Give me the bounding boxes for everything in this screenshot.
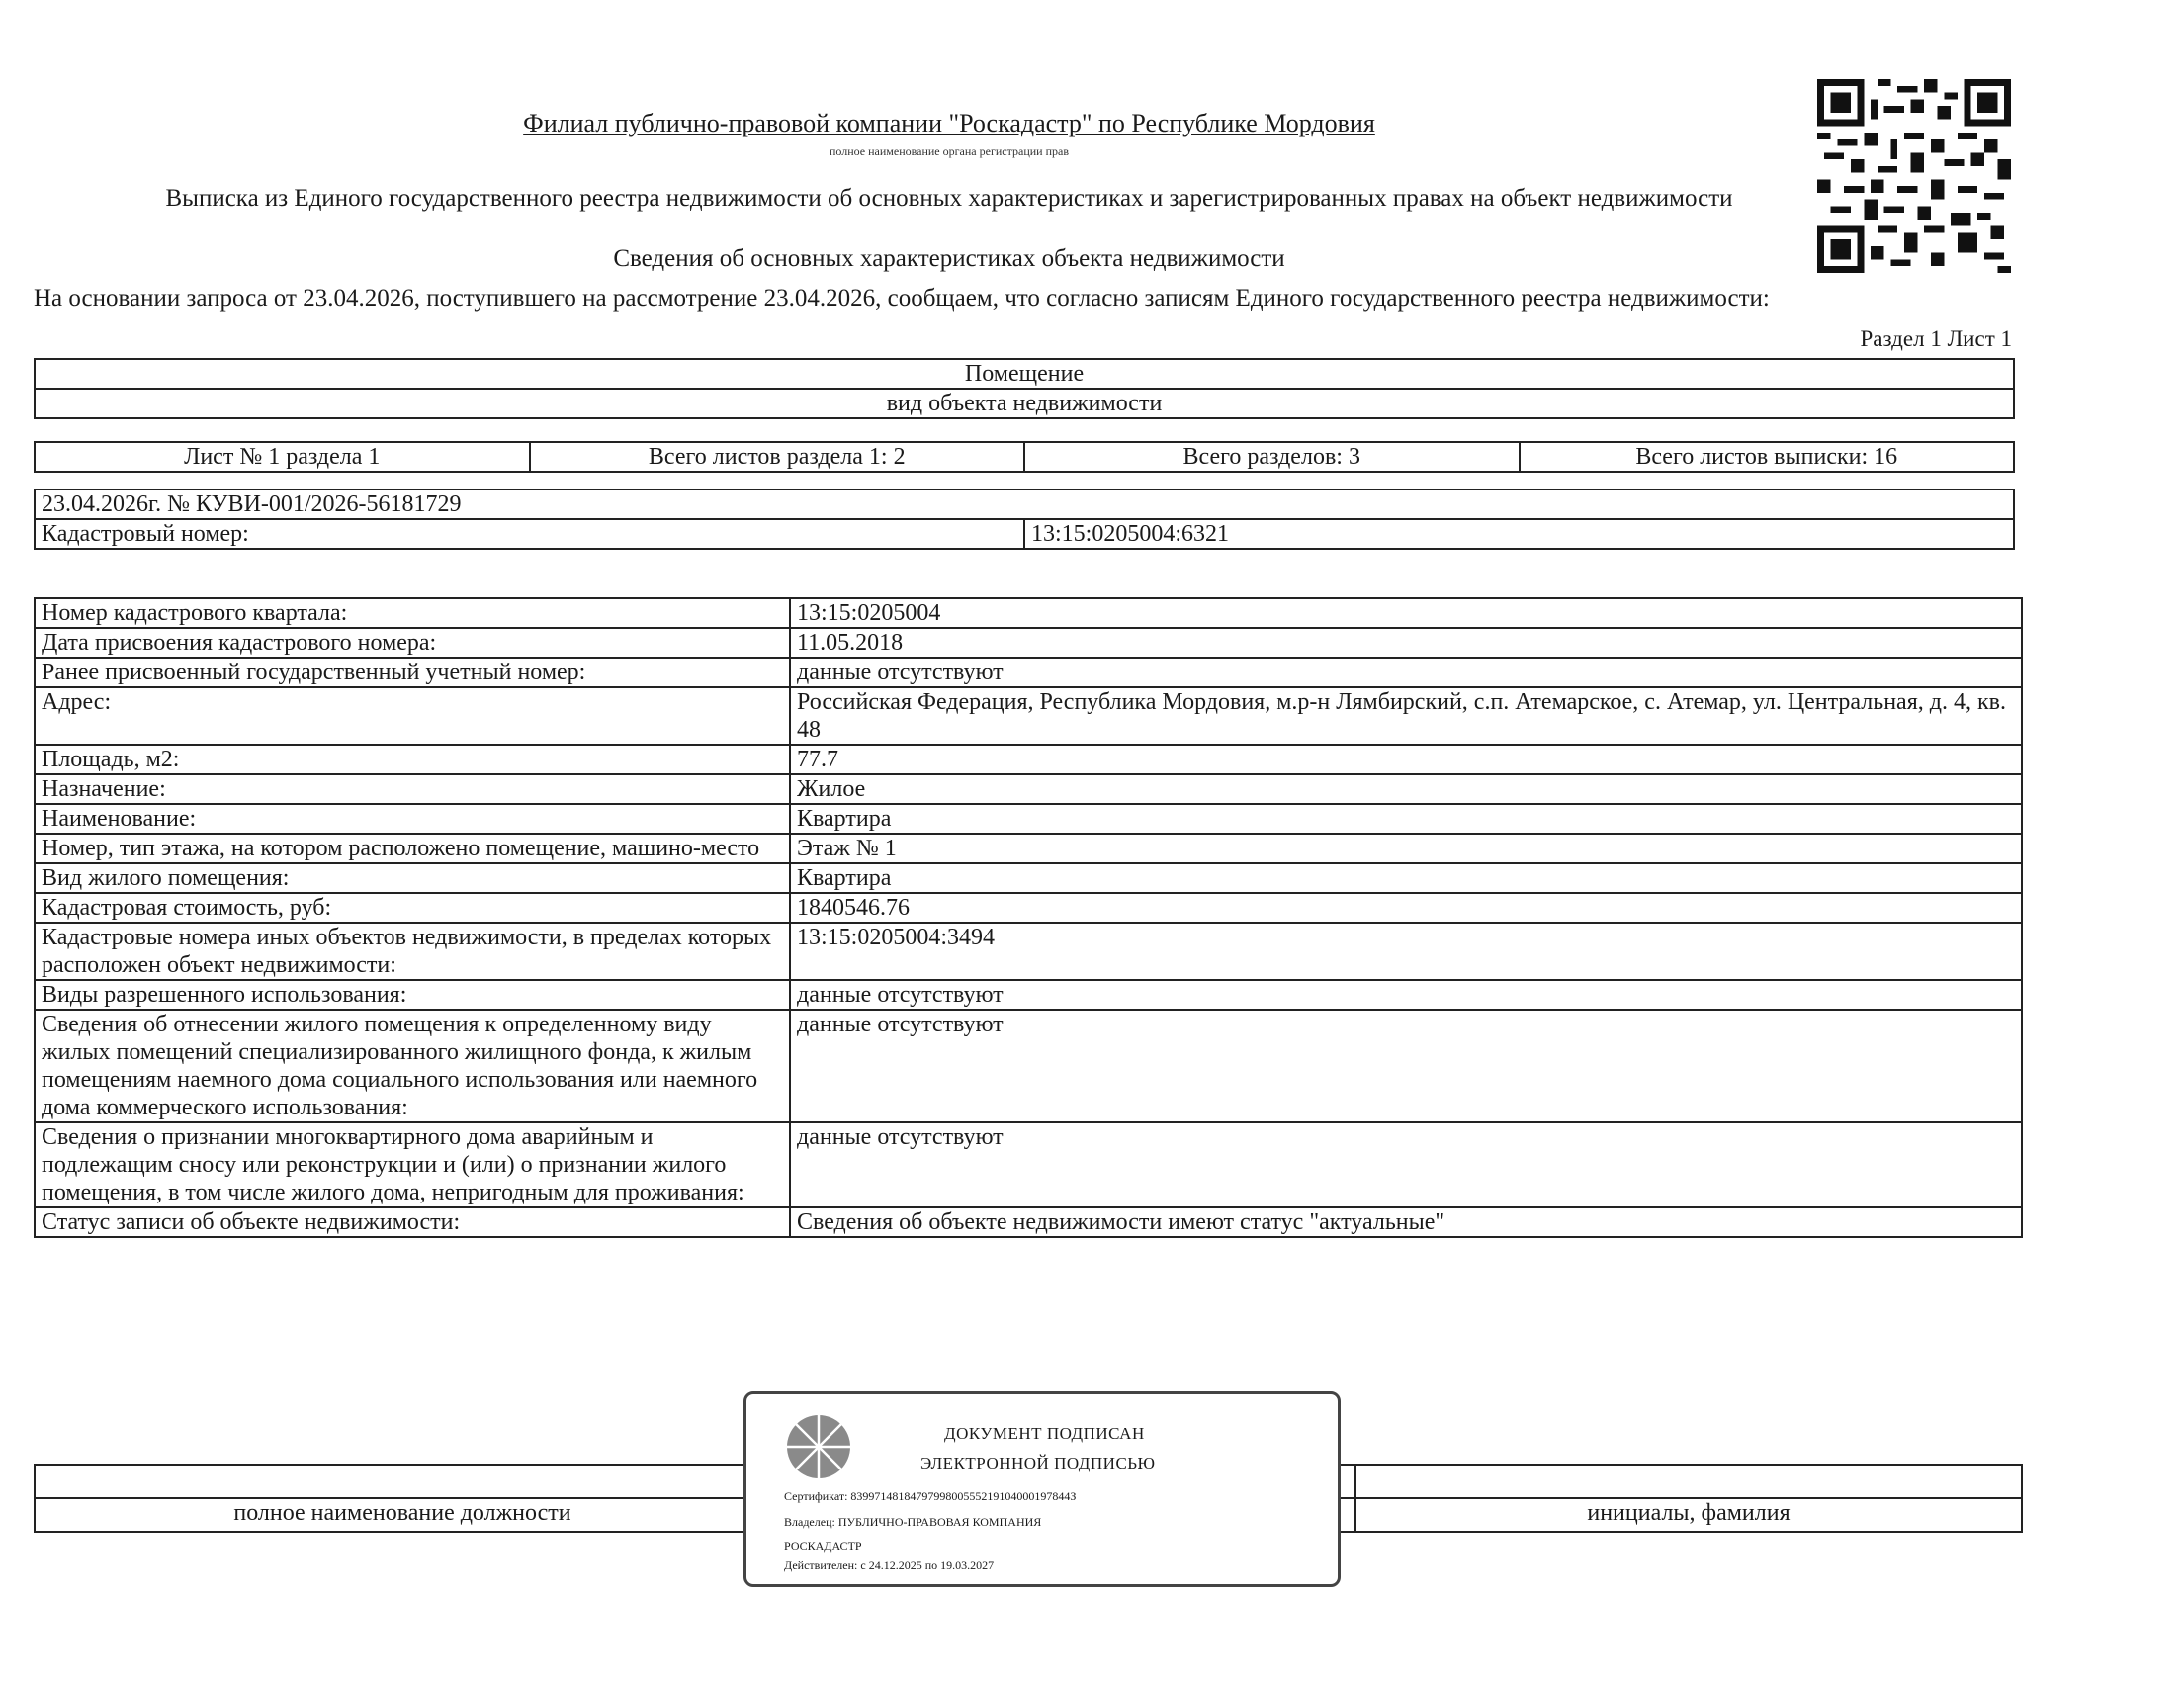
row-value: данные отсутствуют	[790, 980, 2022, 1010]
table-row	[35, 923, 2022, 980]
table-row	[35, 774, 2022, 804]
row-value: Квартира	[790, 804, 2022, 834]
row-label: Виды разрешенного использования:	[35, 980, 790, 1010]
table-row	[35, 804, 2022, 834]
row-label: Дата присвоения кадастрового номера:	[35, 628, 790, 658]
row-label: Сведения об отнесении жилого помещения к определенному виду жилых помещений специализированного жилищного фонда, к жилым помещениям наемного дома социального использования или наемного дома коммерческого использования:	[35, 1010, 790, 1122]
stamp-line-1: ДОКУМЕНТ ПОДПИСАН	[944, 1424, 1145, 1443]
extract-title: Выписка из Единого государственного реестра недвижимости об основных характеристиках и зарегистрированных правах на объект недвижимости	[165, 185, 1733, 212]
row-value: Жилое	[790, 774, 2022, 804]
row-label: Площадь, м2:	[35, 745, 790, 774]
row-label: Статус записи об объекте недвижимости:	[35, 1207, 790, 1237]
row-label: Сведения о признании многоквартирного дома аварийным и подлежащим сносу или реконструкции и (или) о признании жилого помещения, в том числе жилого дома, непригодным для проживания:	[35, 1122, 790, 1207]
table-row	[35, 893, 2022, 923]
object-type: Помещение	[35, 359, 2014, 389]
table-row	[35, 834, 2022, 863]
request-text: На основании запроса от 23.04.2026, поступившего на рассмотрение 23.04.2026, сообщаем, что согласно записям Единого государственного реестра недвижимости:	[34, 285, 1770, 312]
cadastral-number-value: 13:15:0205004:6321	[1024, 519, 2014, 549]
table-row	[35, 628, 2022, 658]
row-label: Кадастровые номера иных объектов недвижимости, в пределах которых расположен объект недвижимости:	[35, 923, 790, 980]
table-row	[35, 598, 2022, 628]
stamp-certificate: Сертификат: 8399714818479799800555219104000197844З	[784, 1489, 1077, 1503]
row-value: Российская Федерация, Республика Мордовия, м.р-н Лямбирский, с.п. Атемарское, с. Атемар, ул. Центральная, д. 4, кв. 48	[790, 687, 2022, 745]
row-value: данные отсутствуют	[790, 658, 2022, 687]
table-row	[35, 980, 2022, 1010]
row-label: Вид жилого помещения:	[35, 863, 790, 893]
table-row	[35, 1207, 2022, 1237]
row-value: данные отсутствуют	[790, 1010, 2022, 1122]
table-row	[35, 687, 2022, 745]
table-row	[35, 658, 2022, 687]
row-label: Кадастровая стоимость, руб:	[35, 893, 790, 923]
row-label: Адрес:	[35, 687, 790, 745]
row-label: Номер, тип этажа, на котором расположено помещение, машино-место	[35, 834, 790, 863]
record-table	[34, 489, 2015, 550]
roskadastr-logo-icon	[784, 1412, 853, 1481]
row-value: Этаж № 1	[790, 834, 2022, 863]
row-label: Наименование:	[35, 804, 790, 834]
row-label: Номер кадастрового квартала:	[35, 598, 790, 628]
table-row	[35, 863, 2022, 893]
table-row	[35, 1010, 2022, 1122]
row-value: 1840546.76	[790, 893, 2022, 923]
total-extract-sheets: Всего листов выписки: 16	[1520, 442, 2015, 472]
stamp-line-2: ЭЛЕКТРОННОЙ ПОДПИСЬЮ	[920, 1454, 1156, 1472]
electronic-signature-stamp	[743, 1391, 1341, 1587]
sheet-reference: Раздел 1 Лист 1	[1860, 326, 2012, 351]
cadastral-number-label: Кадастровый номер:	[35, 519, 1024, 549]
record-date-number: 23.04.2026г. № КУВИ-001/2026-56181729	[35, 490, 2014, 519]
row-value: 77.7	[790, 745, 2022, 774]
section-title: Сведения об основных характеристиках объекта недвижимости	[613, 245, 1285, 272]
position-caption: полное наименование должности	[35, 1498, 770, 1532]
row-value: 11.05.2018	[790, 628, 2022, 658]
stamp-owner: Владелец: ПУБЛИЧНО-ПРАВОВАЯ КОМПАНИЯ	[784, 1515, 1042, 1529]
stamp-validity: Действителен: с 24.12.2025 по 19.03.2027	[784, 1558, 995, 1572]
total-sections: Всего разделов: 3	[1024, 442, 1520, 472]
sheets-info-table	[34, 441, 2015, 473]
sheet-number: Лист № 1 раздела 1	[35, 442, 530, 472]
row-label: Ранее присвоенный государственный учетный номер:	[35, 658, 790, 687]
row-value: 13:15:0205004:3494	[790, 923, 2022, 980]
table-row	[35, 745, 2022, 774]
row-value: данные отсутствуют	[790, 1122, 2022, 1207]
table-row	[35, 1122, 2022, 1207]
row-label: Назначение:	[35, 774, 790, 804]
row-value: Сведения об объекте недвижимости имеют статус "актуальные"	[790, 1207, 2022, 1237]
organization-name: Филиал публично-правовой компании "Роскадастр" по Республике Мордовия	[523, 109, 1375, 137]
name-caption: инициалы, фамилия	[1355, 1498, 2022, 1532]
qr-code-icon	[1817, 79, 2011, 273]
object-type-table	[34, 358, 2015, 419]
row-value: 13:15:0205004	[790, 598, 2022, 628]
total-section-sheets: Всего листов раздела 1: 2	[530, 442, 1025, 472]
stamp-owner-name: РОСКАДАСТР	[784, 1539, 862, 1553]
characteristics-table	[34, 597, 2023, 1238]
row-value: Квартира	[790, 863, 2022, 893]
organization-name-caption: полное наименование органа регистрации прав	[829, 144, 1070, 158]
object-type-caption: вид объекта недвижимости	[35, 389, 2014, 418]
